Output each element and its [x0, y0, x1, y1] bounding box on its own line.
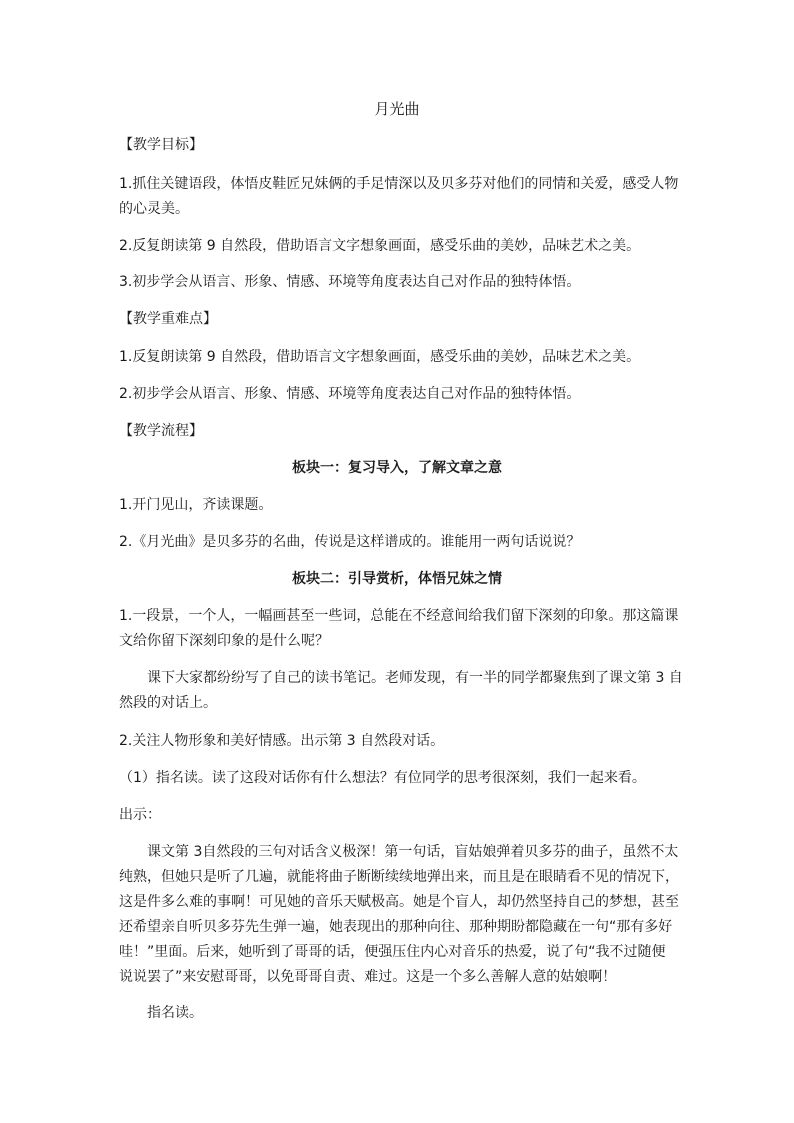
block2-heading: 板块二：引导赏析，体悟兄妹之情 — [292, 571, 502, 587]
goal-item-1-continued: 的心灵美。 — [119, 201, 189, 217]
goal-item-3: 3.初步学会从语言、形象、情感、环境等角度表达自己对作品的独特体悟。 — [119, 274, 581, 290]
block1-item-2: 2.《月光曲》是贝多芬的名曲，传说是这样谱成的。谁能用一两句话说说？ — [119, 534, 581, 550]
instruction-read: 指名读。 — [147, 1005, 203, 1021]
section-heading-key-points: 【教学重难点】 — [119, 311, 217, 327]
block2-paragraph-notes-continued: 然段的对话上。 — [119, 695, 217, 711]
key-point-item-2: 2.初步学会从语言、形象、情感、环境等角度表达自己对作品的独特体悟。 — [119, 386, 581, 402]
quote-line-4: 还希望亲自听贝多芬先生弹一遍，她表现出的那种向往、那种期盼都隐藏在一句“那有多好 — [119, 919, 673, 935]
block2-paragraph-notes: 课下大家都纷纷写了自己的读书笔记。老师发现，有一半的同学都聚焦到了课文第 3 自 — [147, 670, 683, 686]
quote-line-3: 这是件多么难的事啊！可见她的音乐天赋极高。她是个盲人，却仍然坚持自己的梦想，甚至 — [119, 894, 679, 910]
quote-line-2: 纯熟，但她只是听了几遍，就能将曲子断断续续地弹出来，而且是在眼睛看不见的情况下， — [119, 869, 679, 885]
quote-line-5: 哇！”里面。后来，她听到了哥哥的话，便强压住内心对音乐的热爱，说了句“我不过随便 — [119, 944, 666, 960]
page-title: 月光曲 — [374, 100, 420, 118]
block1-heading: 板块一：复习导入，了解文章之意 — [292, 460, 502, 476]
quote-line-6: 说说罢了”来安慰哥哥，以免哥哥自责、难过。这是一个多么善解人意的姑娘啊！ — [119, 969, 617, 985]
section-heading-process: 【教学流程】 — [119, 423, 203, 439]
block1-item-1: 1.开门见山，齐读课题。 — [119, 497, 273, 513]
section-heading-goals: 【教学目标】 — [119, 137, 203, 153]
show-label: 出示： — [119, 807, 161, 823]
goal-item-1: 1.抓住关键语段，体悟皮鞋匠兄妹俩的手足情深以及贝多芬对他们的同情和关爱，感受人物 — [119, 176, 679, 192]
block2-item-2: 2.关注人物形象和美好情感。出示第 3 自然段对话。 — [119, 733, 445, 749]
quote-line-1: 课文第 3自然段的三句对话含义极深！第一句话，盲姑娘弹着贝多芬的曲子，虽然不太 — [147, 844, 679, 860]
block2-subitem-1: （1）指名读。读了这段对话你有什么想法？有位同学的思考很深刻，我们一起来看。 — [119, 770, 646, 786]
key-point-item-1: 1.反复朗读第 9 自然段，借助语言文字想象画面，感受乐曲的美妙，品味艺术之美。 — [119, 349, 641, 365]
block2-item-1: 1.一段景，一个人，一幅画甚至一些词，总能在不经意间给我们留下深刻的印象。那这篇课 — [119, 608, 679, 624]
goal-item-2: 2.反复朗读第 9 自然段，借助语言文字想象画面，感受乐曲的美妙，品味艺术之美。 — [119, 238, 641, 254]
block2-item-1-continued: 文给你留下深刻印象的是什么呢？ — [119, 633, 329, 649]
